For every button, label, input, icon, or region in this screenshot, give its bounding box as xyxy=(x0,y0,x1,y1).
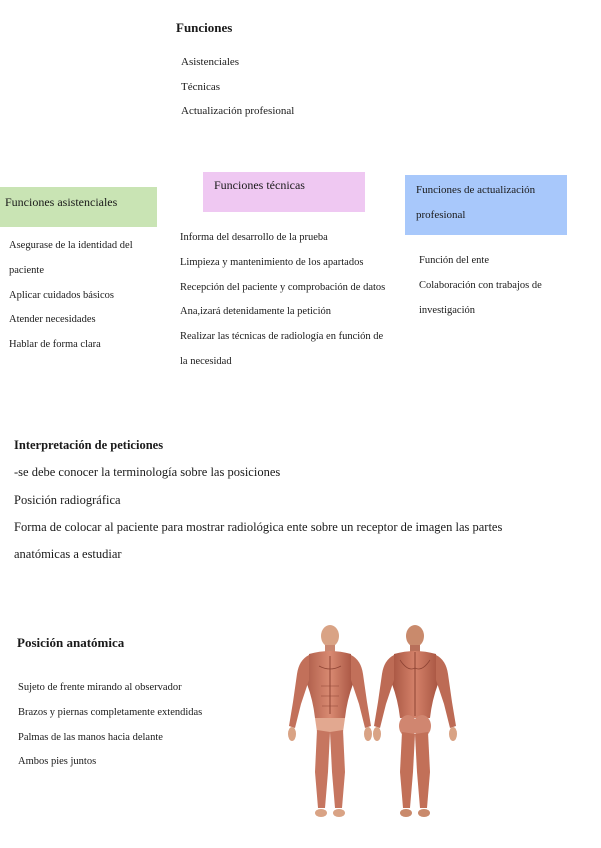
list-item: investigación xyxy=(419,304,475,316)
box-label-line: Funciones de actualización xyxy=(416,184,536,196)
list-item: la necesidad xyxy=(180,355,232,367)
list-item: Técnicas xyxy=(181,80,221,93)
paragraph-line: Posición radiográfica xyxy=(14,492,121,507)
list-item: Asegurase de la identidad del xyxy=(9,240,133,251)
list-item: Atender necesidades xyxy=(9,314,96,326)
list-item: Función del ente xyxy=(419,255,489,266)
funciones-asistenciales-box: Funciones asistenciales xyxy=(0,187,157,227)
list-item: Asistenciales xyxy=(181,56,240,68)
tecnicas-list xyxy=(180,226,385,375)
anatomy-front-icon xyxy=(285,622,375,822)
list-item: Realizar las técnicas de radiología en función de xyxy=(180,331,384,343)
actualizacion-list xyxy=(419,249,542,323)
box-label-line: profesional xyxy=(416,209,466,221)
anatomy-back-icon xyxy=(370,622,460,822)
posicion-anatomica-title: Posición anatómica xyxy=(17,635,125,650)
list-item: Recepción del paciente y comprobación de datos xyxy=(180,281,386,293)
asistenciales-list xyxy=(9,234,133,358)
funciones-actualizacion-box xyxy=(405,175,567,235)
posicion-anatomica-list xyxy=(18,676,202,775)
list-item: Palmas de las manos hacia delante xyxy=(18,731,163,743)
list-item: Informa del desarrollo de la prueba xyxy=(180,232,328,243)
list-item: Limpieza y mantenimiento de los apartados xyxy=(180,256,364,268)
interpretacion-title: Interpretación de peticiones xyxy=(14,438,164,452)
funciones-title: Funciones xyxy=(176,20,233,35)
paragraph-line: -se debe conocer la terminología sobre las posiciones xyxy=(14,465,281,480)
list-item: paciente xyxy=(9,264,44,276)
paragraph-line: Forma de colocar al paciente para mostrar radiológica ente sobre un receptor de imagen las partes xyxy=(14,519,503,534)
funciones-list xyxy=(181,50,294,124)
list-item: Aplicar cuidados básicos xyxy=(9,289,114,301)
funciones-tecnicas-box: Funciones técnicas xyxy=(203,172,365,212)
list-item: Brazos y piernas completamente extendidas xyxy=(18,706,203,718)
list-item: Actualización profesional xyxy=(181,105,295,117)
list-item: Ana,izará detenidamente la petición xyxy=(180,306,332,318)
list-item: Colaboración con trabajos de xyxy=(419,279,542,291)
list-item: Sujeto de frente mirando al observador xyxy=(18,682,182,693)
interpretacion-section xyxy=(14,432,502,568)
list-item: Ambos pies juntos xyxy=(18,756,97,768)
paragraph-line: anatómicas a estudiar xyxy=(14,547,122,562)
list-item: Hablar de forma clara xyxy=(9,339,101,351)
